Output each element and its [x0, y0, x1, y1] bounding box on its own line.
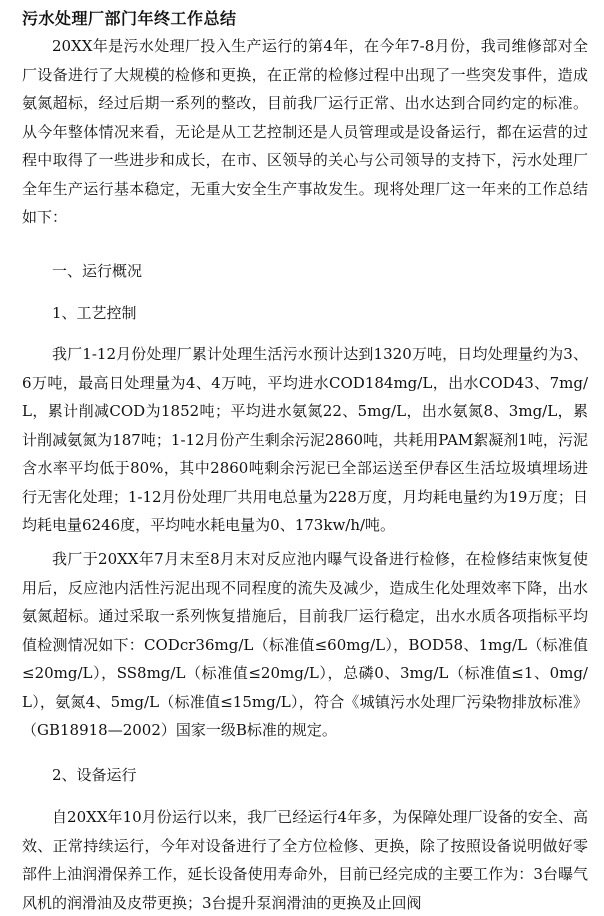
- document-title: 污水处理厂部门年终工作总结: [22, 9, 237, 28]
- maintenance-paragraph: 我厂于20XX年7月末至8月末对反应池内曝气设备进行检修，在检修结束恢复使用后，反应池内活性污泥出现不同程度的流失及减少，造成生化处理效率下降，出水氨氮超标。通过采取一系列恢复措施后，目前我厂运行稳定，出水水质各项指标平均值检测情况如下：CODcr36mg/L（标准值≤60mg/L），BOD58、1mg/L（标准值≤20mg/L），SS8mg/L（标准值≤20mg/L），总磷0、3mg/L（标准值≤1、0mg/L），氨氮4、5mg/L（标准值≤15mg/L），符合《城镇污水处理厂污染物排放标准》（GB18918—2002）国家一级B标准的规定。: [22, 550, 588, 739]
- process-control-paragraph: 我厂1-12月份处理厂累计处理生活污水预计达到1320万吨，日均处理量约为3、6万吨，最高日处理量为4、4万吨，平均进水COD184mg/L，出水COD43、7mg/L，累计削减COD为1852吨；平均进水氨氮22、5mg/L，出水氨氮8、3mg/L，累计削减氨氮为187吨；1-12月份产生剩余污泥2860吨，共耗用PAM絮凝剂1吨，污泥含水率平均低于80%，其中2860吨剩余污泥已全部运送至伊春区生活垃圾填埋场进行无害化处理；1-12月份处理厂共用电总量为228万度，月均耗电量约为19万度；日均耗电量6246度，平均吨水耗电量为0、173kw/h/吨。: [22, 345, 588, 534]
- subheading-equipment-operation: 2、设备运行: [52, 766, 137, 784]
- equipment-paragraph: 自20XX年10月份运行以来，我厂已经运行4年多，为保障处理厂设备的安全、高效、正常持续运行，今年对设备进行了全方位检修、更换，除了按照设备说明做好零部件上油润滑保养工作，延长设备使用寿命外，目前已经完成的主要工作为：3台曝气风机的润滑油及皮带更换；3台提升泵润滑油的更换及止回阀: [22, 808, 588, 912]
- subheading-process-control: 1、工艺控制: [52, 304, 137, 322]
- section-heading-operation-overview: 一、运行概况: [52, 262, 143, 280]
- intro-paragraph: 20XX年是污水处理厂投入生产运行的第4年，在今年7-8月份，我司维修部对全厂设备进行了大规模的检修和更换，在正常的检修过程中出现了一些突发事件，造成氨氮超标，经过后期一系列的整改，目前我厂运行正常、出水达到合同约定的标准。从今年整体情况来看，无论是从工艺控制还是人员管理或是设备运行，都在运营的过程中取得了一些进步和成长，在市、区领导的关心与公司领导的支持下，污水处理厂全年生产运行基本稳定，无重大安全生产事故发生。现将处理厂这一年来的工作总结如下：: [22, 37, 588, 226]
